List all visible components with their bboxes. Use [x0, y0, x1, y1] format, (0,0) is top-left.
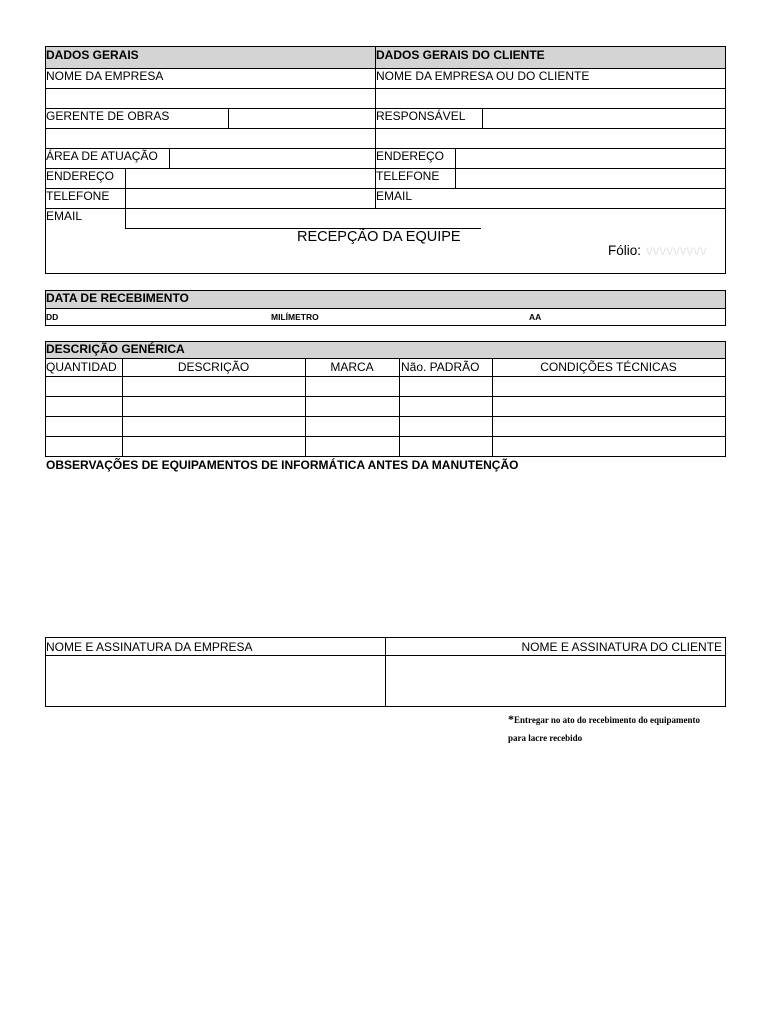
client-header: DADOS GERAIS DO CLIENTE	[376, 48, 545, 62]
column-quantity: QUANTIDAD	[46, 360, 117, 374]
general-data-section	[0, 0, 768, 280]
folio-value: vvvvvvvvv	[646, 243, 707, 258]
company-name-label: NOME DA EMPRESA	[46, 69, 164, 83]
address-label: ENDEREÇO	[46, 169, 115, 183]
area-label: ÁREA DE ATUAÇÃO	[46, 149, 158, 163]
folio-label: Fólio:	[608, 243, 642, 258]
receipt-header: DATA DE RECEBIMENTO	[46, 291, 189, 305]
footnote-line1: Entregar no ato do recebimento do equipamento	[514, 715, 700, 725]
receipt-day-label: DD	[46, 312, 59, 322]
receipt-section	[0, 285, 768, 330]
client-company-name-label: NOME DA EMPRESA OU DO CLIENTE	[376, 69, 590, 83]
signatures-section	[0, 636, 768, 711]
general-header: DADOS GERAIS	[46, 48, 139, 62]
phone-label: TELEFONE	[46, 189, 110, 203]
reception-title: RECEPÇÃO DA EQUIPE	[297, 229, 461, 245]
footnote-asterisk: *	[508, 712, 514, 726]
client-email-label: EMAIL	[376, 189, 413, 203]
responsible-label: RESPONSÁVEL	[376, 109, 466, 123]
description-section	[0, 335, 768, 465]
site-manager-label: GERENTE DE OBRAS	[46, 109, 170, 123]
email-label: EMAIL	[46, 209, 83, 223]
observations-title: OBSERVAÇÕES DE EQUIPAMENTOS DE INFORMÁTICA ANTES DA MANUTENÇÃO	[46, 458, 519, 472]
description-header: DESCRIÇÃO GENÉRICA	[46, 342, 185, 356]
footnote-line2: para lacre recebido	[508, 733, 583, 743]
column-description: DESCRIÇÃO	[177, 360, 250, 374]
client-signature-label: NOME E ASSINATURA DO CLIENTE	[521, 640, 722, 654]
receipt-month-label: MILÍMETRO	[271, 312, 319, 322]
client-address-label: ENDEREÇO	[376, 149, 445, 163]
receipt-year-label: AA	[529, 312, 542, 322]
column-brand: MARCA	[330, 360, 374, 374]
column-standard-number: Não. PADRÃO	[401, 360, 480, 374]
footnote	[508, 710, 758, 746]
column-technical-conditions: CONDIÇÕES TÉCNICAS	[540, 360, 677, 374]
client-phone-label: TELEFONE	[376, 169, 440, 183]
company-signature-label: NOME E ASSINATURA DA EMPRESA	[46, 640, 253, 654]
